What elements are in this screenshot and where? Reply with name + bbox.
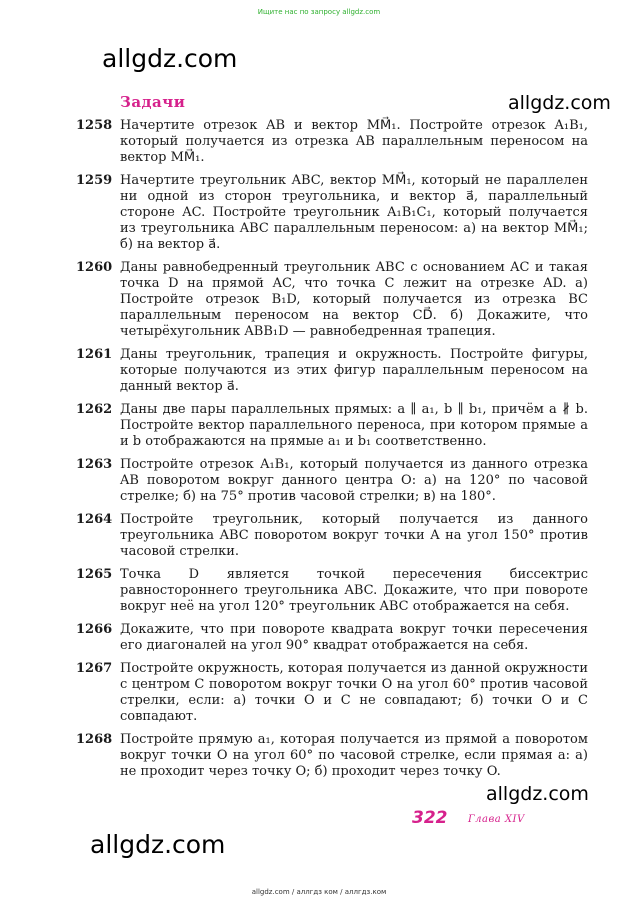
problem-text: Постройте отрезок A₁B₁, который получается из данного отрезка AB поворотом вокруг данного центра O: а) на 120° по часовой стрелке; б) на 75° против часовой стрелки; в) на 180°. bbox=[120, 457, 588, 504]
problem-text: Начертите треугольник ABC, вектор MM⃗₁, который не параллелен ни одной из сторон треугольника, и вектор a⃗, параллельный стороне AC. Постройте треугольник A₁B₁C₁, который получается из треугольника ABC параллельным переносом: а) на вектор MM⃗₁; б) на вектор a⃗. bbox=[120, 173, 588, 252]
problem-number: 1265 bbox=[76, 567, 113, 582]
section-title: Задачи bbox=[120, 93, 186, 111]
problem-list bbox=[76, 118, 588, 787]
problem-text: Постройте треугольник, который получается из данного треугольника ABC поворотом вокруг точки A на угол 150° против часовой стрелки. bbox=[120, 512, 588, 559]
problem-number: 1268 bbox=[76, 732, 113, 747]
problem-item bbox=[76, 732, 588, 780]
problem-number: 1261 bbox=[76, 347, 113, 362]
problem-item bbox=[76, 347, 588, 395]
problem-number: 1267 bbox=[76, 661, 113, 676]
problem-item bbox=[76, 457, 588, 505]
problem-item bbox=[76, 512, 588, 560]
problem-text: Постройте прямую a₁, которая получается из прямой a поворотом вокруг точки O на угол 60° по часовой стрелке, если прямая a: а) не проходит через точку O; б) проходит через точку O. bbox=[120, 732, 588, 779]
problem-text: Даны треугольник, трапеция и окружность. Постройте фигуры, которые получаются из этих фигур параллельным переносом на данный вектор a⃗. bbox=[120, 347, 588, 394]
chapter-label: Глава XIV bbox=[468, 814, 525, 825]
watermark: allgdz.com bbox=[486, 783, 589, 805]
problem-item bbox=[76, 260, 588, 340]
problem-text: Постройте окружность, которая получается из данной окружности с центром C поворотом вокруг точки O на угол 60° против часовой стрелки, если: а) точки O и C не совпадают; б) точки O и C совпадают. bbox=[120, 661, 588, 724]
problem-number: 1258 bbox=[76, 118, 113, 133]
problem-text: Даны равнобедренный треугольник ABC с основанием AC и такая точка D на прямой AC, что точка C лежит на отрезке AD. а) Постройте отрезок B₁D, который получается из отрезка BC параллельным переносом на вектор CD⃗. б) Докажите, что четырёхугольник ABB₁D — равнобедренная трапеция. bbox=[120, 260, 588, 339]
problem-item bbox=[76, 173, 588, 253]
watermark: allgdz.com bbox=[90, 830, 226, 859]
problem-number: 1262 bbox=[76, 402, 113, 417]
problem-text: Начертите отрезок AB и вектор MM⃗₁. Постройте отрезок A₁B₁, который получается из отрезка AB параллельным переносом на вектор MM⃗₁. bbox=[120, 118, 588, 165]
problem-number: 1260 bbox=[76, 260, 113, 275]
problem-number: 1263 bbox=[76, 457, 113, 472]
problem-text: Точка D является точкой пересечения биссектрис равностороннего треугольника ABC. Докажите, что при повороте вокруг неё на угол 120° треугольник ABC отображается на себя. bbox=[120, 567, 588, 614]
watermark: allgdz.com bbox=[102, 44, 238, 73]
problem-item bbox=[76, 661, 588, 725]
problem-item bbox=[76, 567, 588, 615]
page-number: 322 bbox=[412, 808, 448, 828]
problem-item bbox=[76, 402, 588, 450]
problem-item bbox=[76, 622, 588, 654]
problem-text: Даны две пары параллельных прямых: a ∥ a₁, b ∥ b₁, причём a ∦ b. Постройте вектор параллельного переноса, при котором прямые a и b отображаются на прямые a₁ и b₁ соответственно. bbox=[120, 402, 588, 449]
watermark: allgdz.com bbox=[508, 92, 611, 114]
problem-number: 1264 bbox=[76, 512, 113, 527]
problem-number: 1266 bbox=[76, 622, 113, 637]
footer-links[interactable]: allgdz.com / аллгдз ком / аллгдз.ком bbox=[251, 888, 387, 896]
problem-number: 1259 bbox=[76, 173, 113, 188]
problem-item bbox=[76, 118, 588, 166]
problem-text: Докажите, что при повороте квадрата вокруг точки пересечения его диагоналей на угол 90° квадрат отображается на себя. bbox=[120, 622, 588, 653]
top-search-note: Ищите нас по запросу allgdz.com bbox=[257, 8, 381, 16]
